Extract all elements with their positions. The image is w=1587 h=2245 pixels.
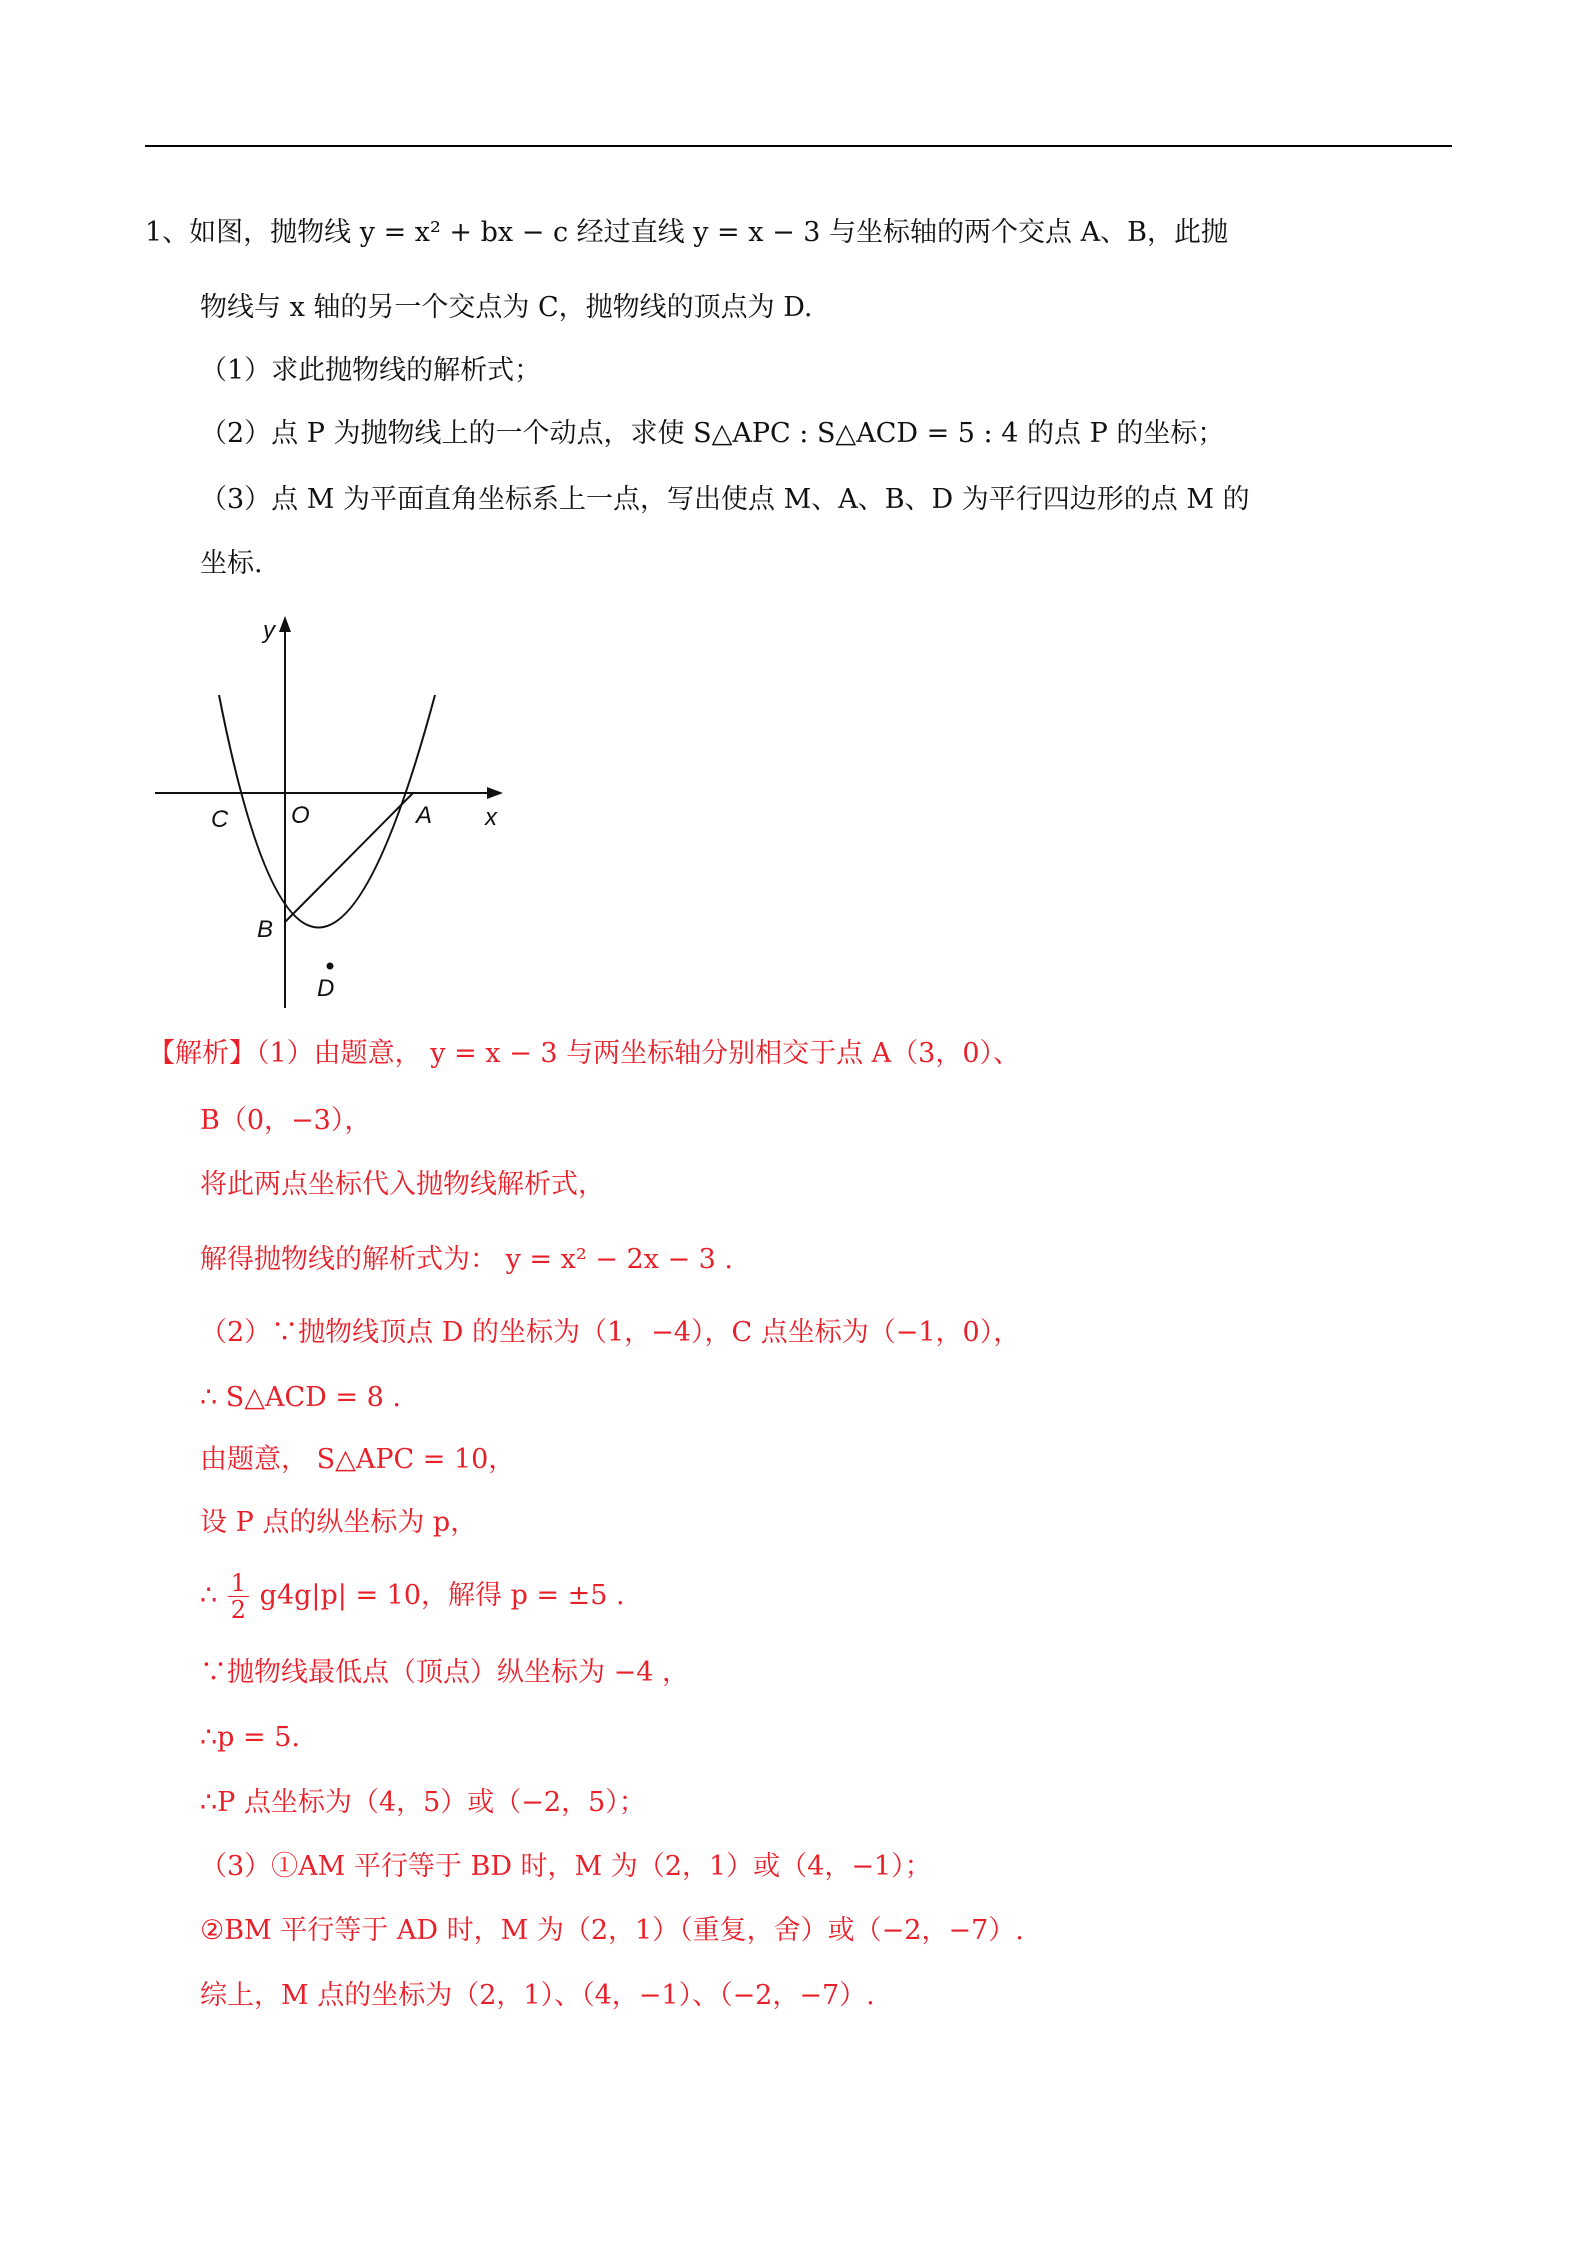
fraction-numerator: 1 — [228, 1570, 249, 1597]
problem-part-2: （2）点 P 为抛物线上的一个动点，求使 S△APC : S△ACD = 5 : 4 的点 P 的坐标； — [200, 418, 1225, 449]
label-b: B — [257, 916, 274, 943]
solution-line-4: 解得抛物线的解析式为： y = x² − 2x − 3 . — [200, 1244, 733, 1275]
label-a: A — [416, 802, 433, 829]
parabola-figure — [145, 610, 515, 1015]
solution-line-5: （2）∵抛物线顶点 D 的坐标为（1，−4），C 点坐标为（−1，0）， — [200, 1317, 1021, 1348]
solution-line-9 — [200, 1570, 625, 1623]
therefore-symbol: ∴ — [200, 1580, 218, 1611]
solution-line-13: （3）①AM 平行等于 BD 时，M 为（2，1）或（4，−1）； — [200, 1851, 932, 1882]
problem-part-3: （3）点 M 为平面直角坐标系上一点，写出使点 M、A、B、D 为平行四边形的点 M 的 — [200, 484, 1250, 515]
solution-line-2: B（0，−3）， — [200, 1105, 372, 1136]
solution-line-14: ②BM 平行等于 AD 时，M 为（2，1）（重复，舍）或（−2，−7）. — [200, 1915, 1024, 1946]
parabola-curve — [219, 695, 435, 928]
solution-line-6: ∴ S△ACD = 8 . — [200, 1382, 401, 1413]
label-y: y — [263, 617, 275, 644]
solution-line-12: ∴P 点坐标为（4，5）或（−2，5）； — [200, 1787, 646, 1818]
solution-line-8: 设 P 点的纵坐标为 p， — [200, 1507, 478, 1538]
label-d: D — [317, 975, 335, 1002]
label-x: x — [485, 804, 497, 831]
label-o: O — [291, 802, 310, 829]
problem-line-1: 1、如图，抛物线 y = x² + bx − c 经过直线 y = x − 3 与坐标轴的两个交点 A、B，此抛 — [145, 217, 1228, 248]
x-axis-arrow — [487, 787, 503, 799]
fraction-denominator: 2 — [230, 1596, 247, 1624]
vertex-d-point — [327, 963, 334, 970]
solution-line-9-rest: g4g|p| = 10，解得 p = ±5 . — [259, 1580, 625, 1611]
problem-line-2: 物线与 x 轴的另一个交点为 C，抛物线的顶点为 D. — [200, 292, 813, 323]
solution-line-7: 由题意， S△APC = 10， — [200, 1444, 516, 1475]
solution-line-3: 将此两点坐标代入抛物线解析式， — [200, 1169, 605, 1200]
header-rule — [145, 145, 1452, 147]
fraction-one-half — [228, 1570, 249, 1623]
solution-line-11: ∴p = 5. — [200, 1722, 301, 1753]
label-c: C — [211, 806, 229, 833]
solution-line-10: ∵抛物线最低点（顶点）纵坐标为 −4 ， — [200, 1657, 689, 1688]
solution-line-1: 【解析】（1）由题意， y = x − 3 与两坐标轴分别相交于点 A（3，0）、 — [148, 1038, 1021, 1069]
problem-part-3-cont: 坐标. — [200, 548, 263, 579]
problem-part-1: （1）求此抛物线的解析式； — [200, 355, 542, 386]
y-axis-arrow — [279, 616, 291, 632]
solution-line-15: 综上，M 点的坐标为（2，1）、（4，−1）、（−2，−7）. — [200, 1980, 875, 2011]
